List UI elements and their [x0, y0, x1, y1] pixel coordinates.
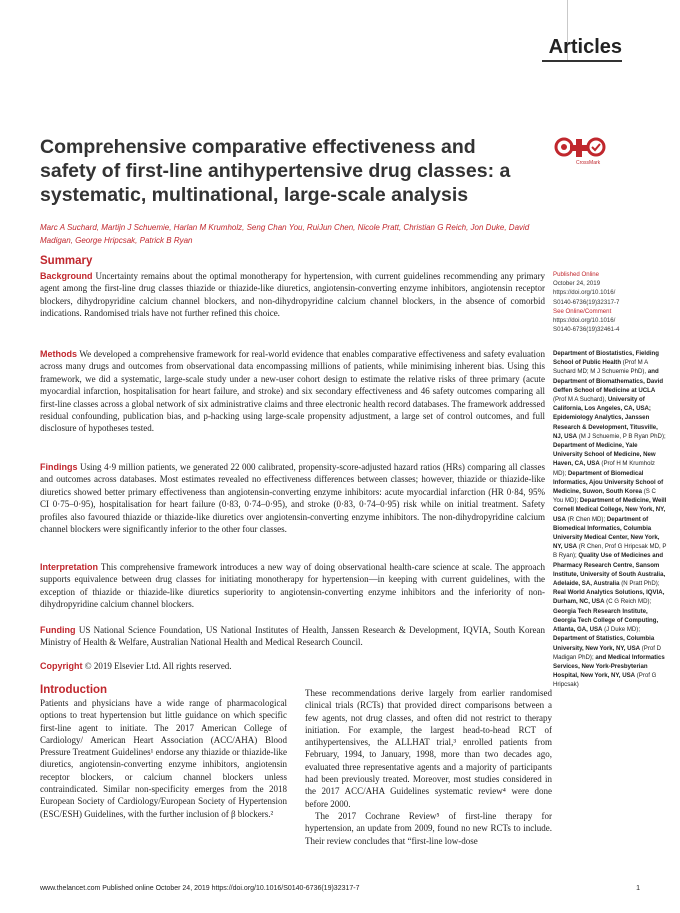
- section-label: Articles: [548, 36, 622, 58]
- methods-label: Methods: [40, 349, 77, 359]
- background-label: Background: [40, 271, 93, 281]
- funding-paragraph: [40, 624, 545, 649]
- affiliation-bold: Department of Statistics, Columbia University, New York, NY, USA: [553, 635, 655, 652]
- body-column-right: [305, 687, 552, 847]
- interpretation-text: This comprehensive framework introduces a new way of doing observational health-care science at scale. The approach supports equivalence between drug classes for initiating monotherapy for hypertension—in keeping with current guidelines, with the exception of thiazide or thiazide-like diuretics superiority to angiotensin-converting enzyme inhibitors and the inferiority of non-dihydropyridine calcium channel blockers.: [40, 562, 545, 610]
- affiliation-plain: (Prof M A Suchard MD; M J Schuemie PhD),: [553, 359, 648, 376]
- summary-heading: Summary: [40, 255, 93, 267]
- page-number: 1: [636, 885, 640, 892]
- doi-link-line1[interactable]: https://doi.org/10.1016/: [553, 289, 616, 297]
- funding-label: Funding: [40, 625, 76, 635]
- affiliation-plain: (R Chen MD);: [565, 515, 607, 523]
- findings-label: Findings: [40, 462, 78, 472]
- affiliation-plain: (R Chen, Prof G Hripcsak MD, P B Ryan);: [553, 543, 667, 560]
- crossmark-icon[interactable]: [554, 135, 606, 167]
- affiliation-plain: (C G Reich MD);: [604, 598, 652, 606]
- intro-paragraph-3: The 2017 Cochrane Review⁵ of first-line therapy for hypertension, an update from 2009, found no new RCTs to include. Their review concludes that “first-line low-dose: [305, 810, 552, 846]
- funding-text: US National Science Foundation, US National Institutes of Health, Janssen Research & Development, IQVIA, South Korean Ministry of Health & Welfare, Australian National Health and Medical Research Council.: [40, 625, 545, 648]
- article-title: Comprehensive comparative effectiveness and safety of first-line antihypertensive drug classes: a systematic, multinational, large-scale analysis: [40, 136, 511, 206]
- affiliation-bold: Department of Medicine, Yale University School of Medicine, New Haven, CA, USA: [553, 442, 656, 468]
- affiliation-plain: (J Duke MD);: [602, 626, 641, 634]
- author-list: Marc A Suchard, Martijn J Schuemie, Harlan M Krumholz, Seng Chan You, RuiJun Chen, Nicole Pratt, Christian G Reich, Jon Duke, David Madigan, George Hripcsak, Patrick B Ryan: [40, 223, 530, 245]
- section-rule: [542, 60, 622, 62]
- published-online-date: October 24, 2019: [553, 280, 601, 288]
- copyright-label: Copyright: [40, 661, 83, 671]
- affiliation-plain: (N Pratt PhD);: [619, 580, 660, 588]
- interpretation-label: Interpretation: [40, 562, 99, 572]
- affiliation-bold: Department of Medicine, Weill Cornell Medical College, New York, NY, USA: [553, 497, 667, 523]
- comment-doi-line2[interactable]: S0140-6736(19)32461-4: [553, 326, 620, 334]
- findings-paragraph: [40, 461, 545, 535]
- affiliation-bold: Department of Biostatistics, Fielding School of Public Health: [553, 350, 659, 367]
- background-text: Uncertainty remains about the optimal monotherapy for hypertension, with current guidelines recommending any primary agent among the first-line drug classes thiazide or thiazide-like diuretics, angiotensin-converting enzyme inhibitors, angiotensin receptor blockers, dihydropyridine calcium channel blockers, and non-dihydropyridine calcium channel blockers, in the absence of comorbid indications. Randomised trials have not further refined this choice.: [40, 271, 545, 319]
- affiliation-plain: (S C You MD);: [553, 488, 656, 505]
- affiliation-plain: (Prof M A Suchard),: [553, 396, 608, 404]
- intro-paragraph-1: Patients and physicians have a wide range of pharmacological options to treat hypertension but little guidance on which specific first-line agent to initiate. The 2017 American College of Cardiology/ American Heart Association (ACC/AHA) Blood Pressure Treatment Guidelines¹ endorse any thiazide or thiazide-like diuretics, angiotensin-converting enzyme inhibitors, angiotensin receptor blockers, or calcium channel blockers unless contraindicated. Similar non-specificity emerges from the 2018 European Society of Cardiology/European Society of Hypertension (ESC/ESH) Guidelines, with the further inclusion of β blockers.²: [40, 698, 287, 819]
- intro-paragraph-2: These recommendations derive largely from earlier randomised clinical trials (RCTs) that provided direct comparisons between a few agents, not drug classes, and often did not restrict to therapy initiation. For example, the largest head-to-head RCT of antihypertensives, the ALLHAT trial,³ enrolled patients from February, 1994, to January, 1998, more than two decades ago, evaluated three representative agents and a majority of participants had been previously treated. Moreover, most studies considered in the 2017 ACC/AHA Guidelines systematic review⁴ were done before 2000.: [305, 688, 552, 809]
- affiliation-bold: Department of Biomedical Informatics, Columbia University Medical Center, New York, NY, USA: [553, 515, 660, 551]
- copyright-paragraph: [40, 660, 545, 672]
- comment-doi-line1[interactable]: https://doi.org/10.1016/: [553, 317, 616, 325]
- findings-text: Using 4·9 million patients, we generated 22 000 calibrated, propensity-score-adjusted hazard ratios (HRs) comparing all classes and outcomes across databases. Most estimates revealed no effectiveness differences between classes; however, thiazide or thiazide-like diuretics showed better primary effectiveness than angiotensin-converting enzyme inhibitors: acute myocardial infarction (HR 0·84, 95% CI 0·75–0·95), hospitalisation for heart failure (0·83, 0·74–0·95), and stroke (0·83, 0·74–0·95) risk while on initial treatment. Safety profiles also favoured thiazide or thiazide-like diuretics over angiotensin-converting enzyme inhibitors. The non-dihydropyridine calcium channel blockers were significantly inferior to the other four classes.: [40, 462, 545, 535]
- copyright-text: © 2019 Elsevier Ltd. All rights reserved.: [82, 661, 232, 671]
- affiliation-plain: (Prof D Madigan PhD);: [553, 644, 662, 661]
- methods-text: We developed a comprehensive framework for real-world evidence that enables comparative effectiveness and safety evaluation across many drugs and outcomes from observational data encompassing millions of patients, while minimising inherent bias. Using this framework, we did a systematic, large-scale study under a new-user cohort design to estimate the relative risks of three primary (acute myocardial infarction, hospitalisation for heart failure, and stroke) and six secondary effectiveness and 46 safety outcomes comparing all first-line classes across a global network of six administrative claims and three electronic health record databases. The framework addressed residual confounding, publication bias, and p-hacking using large-scale propensity adjustment, a large set of control outcomes, and full disclosure of hypotheses tested.: [40, 349, 545, 434]
- body-column-left: [40, 697, 287, 820]
- interpretation-paragraph: [40, 561, 545, 611]
- background-paragraph: [40, 270, 545, 320]
- doi-link-line2[interactable]: S0140-6736(19)32317-7: [553, 298, 620, 306]
- affiliation-bold: Real World Analytics Solutions, IQVIA, Durham, NC, USA: [553, 589, 665, 606]
- affiliation-plain: (Prof H M Krumholz MD);: [553, 460, 655, 477]
- see-comment-label[interactable]: See Online/Comment: [553, 307, 612, 315]
- affiliations: [553, 349, 667, 690]
- affiliation-bold: Quality Use of Medicines and Pharmacy Research Centre, Sansom Institute, University of South Australia, Adelaide, SA, Australia: [553, 552, 666, 588]
- affiliation-bold: Georgia Tech Research Institute, Georgia Tech College of Computing, Atlanta, GA, USA: [553, 607, 659, 634]
- introduction-heading: Introduction: [40, 684, 108, 696]
- published-online-label: Published Online: [553, 271, 600, 278]
- page-footer: www.thelancet.com Published online October 24, 2019 https://doi.org/10.1016/S0140-6736(19)32317-7: [40, 885, 360, 892]
- publication-info: [553, 270, 665, 334]
- affiliation-bold: and Department of Biomathematics, David Geffen School of Medicine at UCLA: [553, 368, 664, 394]
- affiliation-plain: (Prof G Hripcsak): [553, 672, 657, 689]
- affiliation-bold: University of California, Los Angeles, CA, USA; Epidemiology Analytics, Janssen Research & Development, Titusville, NJ, USA: [553, 396, 658, 440]
- affiliation-bold: Department of Biomedical Informatics, Ajou University School of Medicine, Suwon, South Korea: [553, 469, 664, 496]
- affiliation-plain: (M J Schuemie, P B Ryan PhD);: [577, 432, 666, 440]
- crossmark-label: CrossMark: [576, 160, 601, 166]
- methods-paragraph: [40, 348, 545, 435]
- affiliation-bold: and Medical Informatics Services, New York-Presbyterian Hospital, New York, NY, USA: [553, 653, 665, 680]
